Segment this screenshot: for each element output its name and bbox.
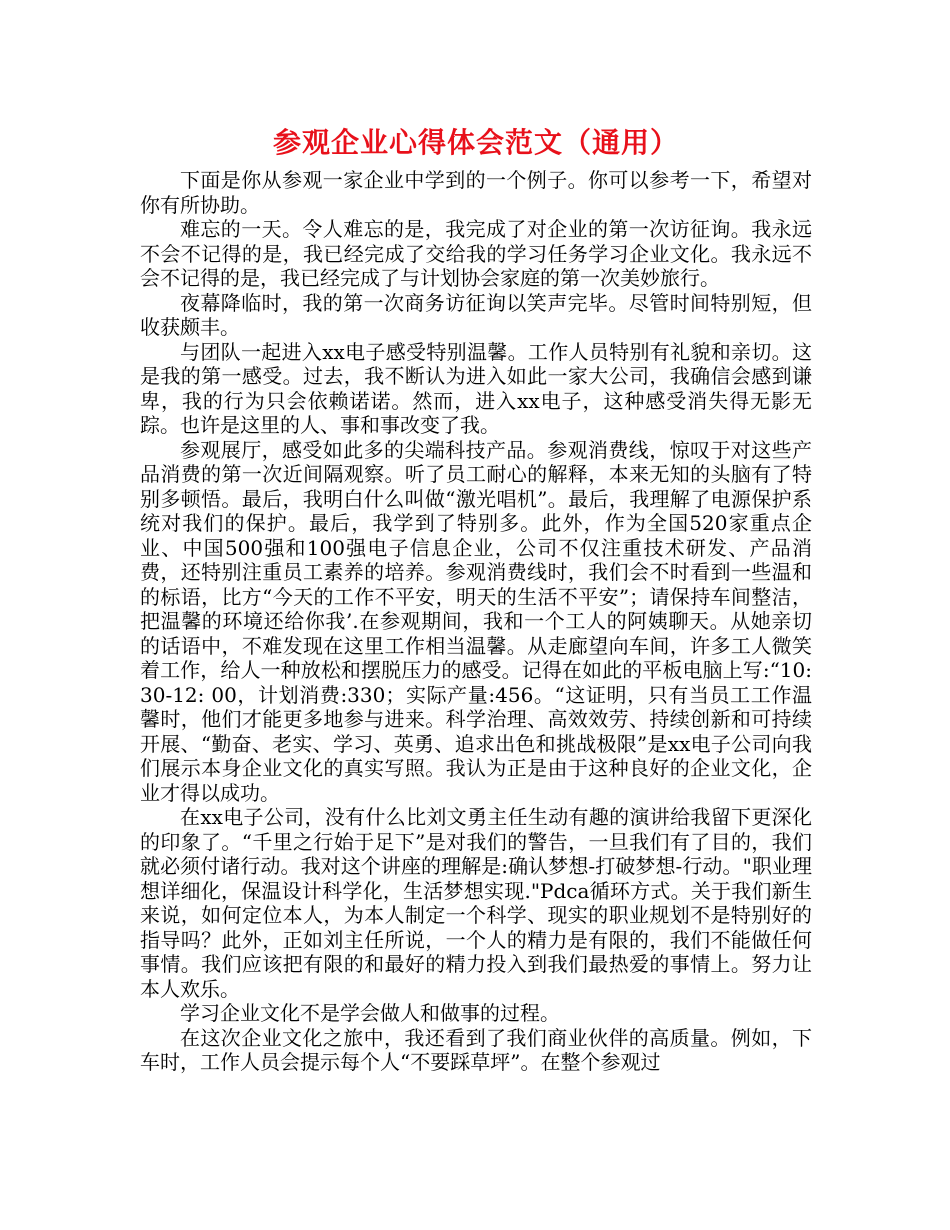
paragraph-partners: 在这次企业文化之旅中，我还看到了我们商业伙伴的高质量。例如，下车时，工作人员会提示每个人“不要踩草坪”。在整个参观过	[140, 1025, 812, 1074]
paragraph-memorable-day: 难忘的一天。令人难忘的是，我完成了对企业的第一次访征询。我永远不会不记得的是，我已经完成了交给我的学习任务学习企业文化。我永远不会不记得的是，我已经完成了与计划协会家庭的第一次美妙旅行。	[140, 217, 812, 290]
document-body	[140, 168, 812, 1075]
document-title: 参观企业心得体会范文（通用）	[272, 126, 679, 159]
paragraph-lecture: 在xx电子公司，没有什么比刘文勇主任生动有趣的演讲给我留下更深化的印象了。“千里之行始于足下”是对我们的警告，一旦我们有了目的，我们就必须付诸行动。我对这个讲座的理解是:确认梦想-打破梦想-行动。"职业理想详细化，保温设计科学化，生活梦想实现."Pdca循环方式。关于我们新生来说，如何定位本人，为本人制定一个科学、现实的职业规划不是特别好的指导吗？此外，正如刘主任所说，一个人的精力是有限的，我们不能做任何事情。我们应该把有限的和最好的精力投入到我们最热爱的事情上。努力让本人欢乐。	[140, 805, 812, 1001]
paragraph-intro: 下面是你从参观一家企业中学到的一个例子。你可以参考一下，希望对你有所协助。	[140, 168, 812, 217]
paragraph-team-visit: 与团队一起进入xx电子感受特别温馨。工作人员特别有礼貌和亲切。这是我的第一感受。过去，我不断认为进入如此一家大公司，我确信会感到谦卑，我的行为只会依赖诺诺。然而，进入xx电子，这种感受消失得无影无踪。也许是这里的人、事和事改变了我。	[140, 339, 812, 437]
paragraph-exhibition: 参观展厅，感受如此多的尖端科技产品。参观消费线，惊叹于对这些产品消费的第一次近间隔观察。听了员工耐心的解释，本来无知的头脑有了特别多顿悟。最后，我明白什么叫做“激光唱机”。最后，我理解了电源保护系统对我们的保护。最后，我学到了特别多。此外，作为全国520家重点企业、中国500强和100强电子信息企业，公司不仅注重技术研发、产品消费，还特别注重员工素养的培养。参观消费线时，我们会不时看到一些温和的标语，比方“今天的工作不平安，明天的生活不平安”；请保持车间整洁，把温馨的环境还给你我’.在参观期间，我和一个工人的阿姨聊天。从她亲切的话语中，不难发现在这里工作相当温馨。从走廊望向车间，许多工人微笑着工作，给人一种放松和摆脱压力的感受。记得在如此的平板电脑上写:“10: 30-12: 00，计划消费:330；实际产量:456。“这证明，只有当员工工作温馨时，他们才能更多地参与进来。科学治理、高效效劳、持续创新和可持续开展、“勤奋、老实、学习、英勇、追求出色和挑战极限”是xx电子公司向我们展示本身企业文化的真实写照。我认为正是由于这种良好的企业文化，企业才得以成功。	[140, 437, 812, 805]
paragraph-nightfall: 夜幕降临时，我的第一次商务访征询以笑声完毕。尽管时间特别短，但收获颇丰。	[140, 290, 812, 339]
document-page	[140, 118, 812, 1075]
paragraph-culture: 学习企业文化不是学会做人和做事的过程。	[180, 1001, 560, 1025]
